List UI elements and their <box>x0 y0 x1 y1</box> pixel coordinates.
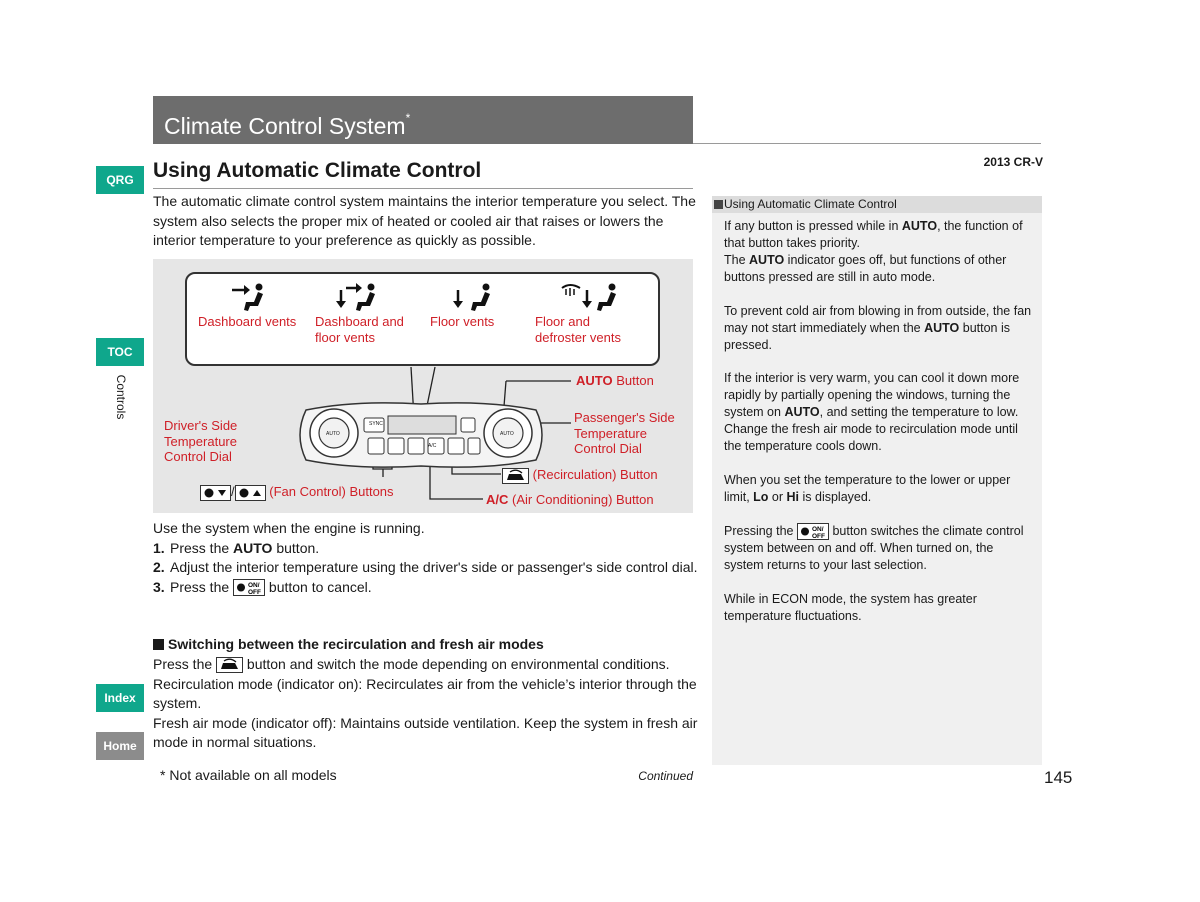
driver-dial-callout <box>164 418 237 465</box>
sidebar-head-icon <box>714 200 723 209</box>
step-text: button. <box>272 539 320 556</box>
sidebar-paragraph: While in ECON mode, the system has greater temperature fluctuations. <box>724 592 977 623</box>
sidebar-bold: Hi <box>786 490 800 504</box>
steps <box>153 519 698 597</box>
icon-off-text: OFF <box>248 589 262 596</box>
intro-paragraph: The automatic climate control system maintains the interior temperature you select. The system also selects the proper mix of heated or cooled air that raises or lowers the interior temperature to your preference as quickly as possible. <box>153 193 696 248</box>
page-title <box>164 113 410 140</box>
icon-off-text: OFF <box>811 533 825 540</box>
vent-label-line: Dashboard and <box>315 314 404 329</box>
sidebar-bold: Lo <box>753 490 769 504</box>
panel-ac-label: A/C <box>428 443 437 449</box>
vent-label-line: defroster vents <box>535 329 621 345</box>
title-footnote-mark: * <box>405 111 411 125</box>
step-3 <box>153 578 698 598</box>
steps-lead: Use the system when the engine is running. <box>153 520 425 536</box>
sidebar-paragraph <box>724 523 1034 574</box>
subsection-text: Press the <box>153 656 217 672</box>
callout-line: Temperature <box>574 425 647 441</box>
fan-control-callout <box>200 484 394 501</box>
ac-button-callout <box>486 492 654 508</box>
subsection-body <box>153 655 698 753</box>
sidebar-paragraph <box>724 218 1034 286</box>
sidebar-text: indicator goes off, but functions of other buttons pressed are still in auto mode. <box>724 253 1007 284</box>
sidebar-bold: AUTO <box>749 253 785 267</box>
vent-label-line: Dashboard vents <box>198 314 297 329</box>
step-number: 1. <box>153 539 165 556</box>
qrg-tab[interactable]: QRG <box>96 166 144 194</box>
step-2 <box>153 558 698 578</box>
sidebar-text: , and setting the temperature to low. Change the fresh air mode to recirculation mode until the temperature cools down. <box>724 405 1019 453</box>
sidebar-text: button is pressed. <box>724 321 1011 352</box>
step-text: Press the <box>170 578 234 595</box>
panel-auto-right-label: AUTO <box>500 431 514 437</box>
step-bold: AUTO <box>233 539 273 556</box>
sidebar-text: button switches the climate control system between on and off. When turned on, the system returns to your last selection. <box>724 524 1024 573</box>
callout-line: Control Dial <box>574 441 642 456</box>
callout-bold: AUTO <box>576 373 613 388</box>
step-text: Press the <box>170 539 234 556</box>
fan-up-icon <box>235 485 266 501</box>
sidebar-paragraph <box>724 303 1034 354</box>
chapter-label: Controls <box>114 374 128 420</box>
callout-text: Button <box>612 373 654 388</box>
sidebar-bold: AUTO <box>924 321 960 335</box>
recirculation-icon <box>502 468 529 484</box>
recirculation-icon <box>216 657 243 673</box>
on-off-button-icon <box>797 523 829 540</box>
sidebar-text: The <box>724 253 750 267</box>
subsection-text: button and switch the mode depending on environmental conditions. <box>243 656 670 672</box>
sidebar-text: or <box>768 490 787 504</box>
vent-label-line: Floor vents <box>430 314 495 329</box>
vent-label-line: Floor and <box>535 314 590 329</box>
title-rule <box>693 143 1041 144</box>
sidebar-text: If any button is pressed while in <box>724 219 902 233</box>
subsection-line: Fresh air mode (indicator off): Maintains outside ventilation. Keep the system in fresh air mode in normal situations. <box>153 714 698 750</box>
panel-auto-left-label: AUTO <box>326 431 340 437</box>
callout-line: Driver's Side <box>164 418 238 433</box>
callout-text: (Recirculation) Button <box>532 467 658 482</box>
sidebar-bold: AUTO <box>784 405 820 419</box>
sidebar-paragraph <box>724 370 1034 455</box>
section-heading: Using Automatic Climate Control <box>153 159 482 182</box>
model-label: 2013 CR-V <box>983 155 1043 169</box>
toc-tab[interactable]: TOC <box>96 338 144 366</box>
auto-button-callout <box>576 373 654 389</box>
callout-line: Control Dial <box>164 449 232 464</box>
step-1 <box>153 539 698 559</box>
square-bullet-icon <box>153 639 164 650</box>
panel-sync-label: SYNC <box>369 421 383 427</box>
callout-line: Passenger's Side <box>574 410 675 425</box>
callout-bold: A/C <box>486 492 509 507</box>
subsection-line <box>153 655 698 675</box>
footnote: * Not available on all models <box>160 767 337 783</box>
step-text: button to cancel. <box>265 578 372 595</box>
continued-label: Continued <box>638 769 693 783</box>
index-tab[interactable]: Index <box>96 684 144 712</box>
sidebar-text: If the interior is very warm, you can cool it down more rapidly by partially opening the windows, turning the system on <box>724 371 1020 419</box>
step-text: Adjust the interior temperature using the driver's side or passenger's side control dial. <box>170 559 698 575</box>
section-rule <box>153 188 693 189</box>
subsection-heading <box>153 636 544 652</box>
sidebar-text: When you set the temperature to the lower or upper limit, <box>724 473 1011 504</box>
step-number: 2. <box>153 559 165 575</box>
sidebar-text: To prevent cold air from blowing in from outside, the fan may not start immediately when the <box>724 304 1032 335</box>
subsection-heading-text: Switching between the recirculation and fresh air modes <box>168 636 544 652</box>
home-tab[interactable]: Home <box>96 732 144 760</box>
passenger-dial-callout <box>574 410 675 457</box>
sidebar-head-text: Using Automatic Climate Control <box>724 197 897 211</box>
page-title-text: Climate Control System <box>164 113 406 139</box>
icon-on-text: ON/ <box>248 582 260 590</box>
callout-text: (Air Conditioning) Button <box>508 492 654 507</box>
subsection-line: Recirculation mode (indicator on): Recirculates air from the vehicle’s interior through the system. <box>153 675 697 711</box>
sidebar-paragraph <box>724 472 1034 506</box>
sidebar-text: , the function of that button takes priority. <box>724 219 1023 250</box>
page-number: 145 <box>1044 768 1073 787</box>
vent-label-line: floor vents <box>315 329 375 345</box>
callout-separator: / <box>231 484 235 499</box>
recirculation-callout <box>502 467 658 484</box>
callout-text: (Fan Control) Buttons <box>269 484 394 499</box>
fan-down-icon <box>200 485 231 501</box>
sidebar-bold: AUTO <box>901 219 938 233</box>
icon-on-text: ON/ <box>811 526 824 534</box>
on-off-button-icon <box>233 579 265 596</box>
sidebar-text: Pressing the <box>724 524 797 538</box>
sidebar-text: is displayed. <box>799 490 872 504</box>
step-number: 3. <box>153 578 165 595</box>
callout-line: Temperature <box>164 433 237 449</box>
